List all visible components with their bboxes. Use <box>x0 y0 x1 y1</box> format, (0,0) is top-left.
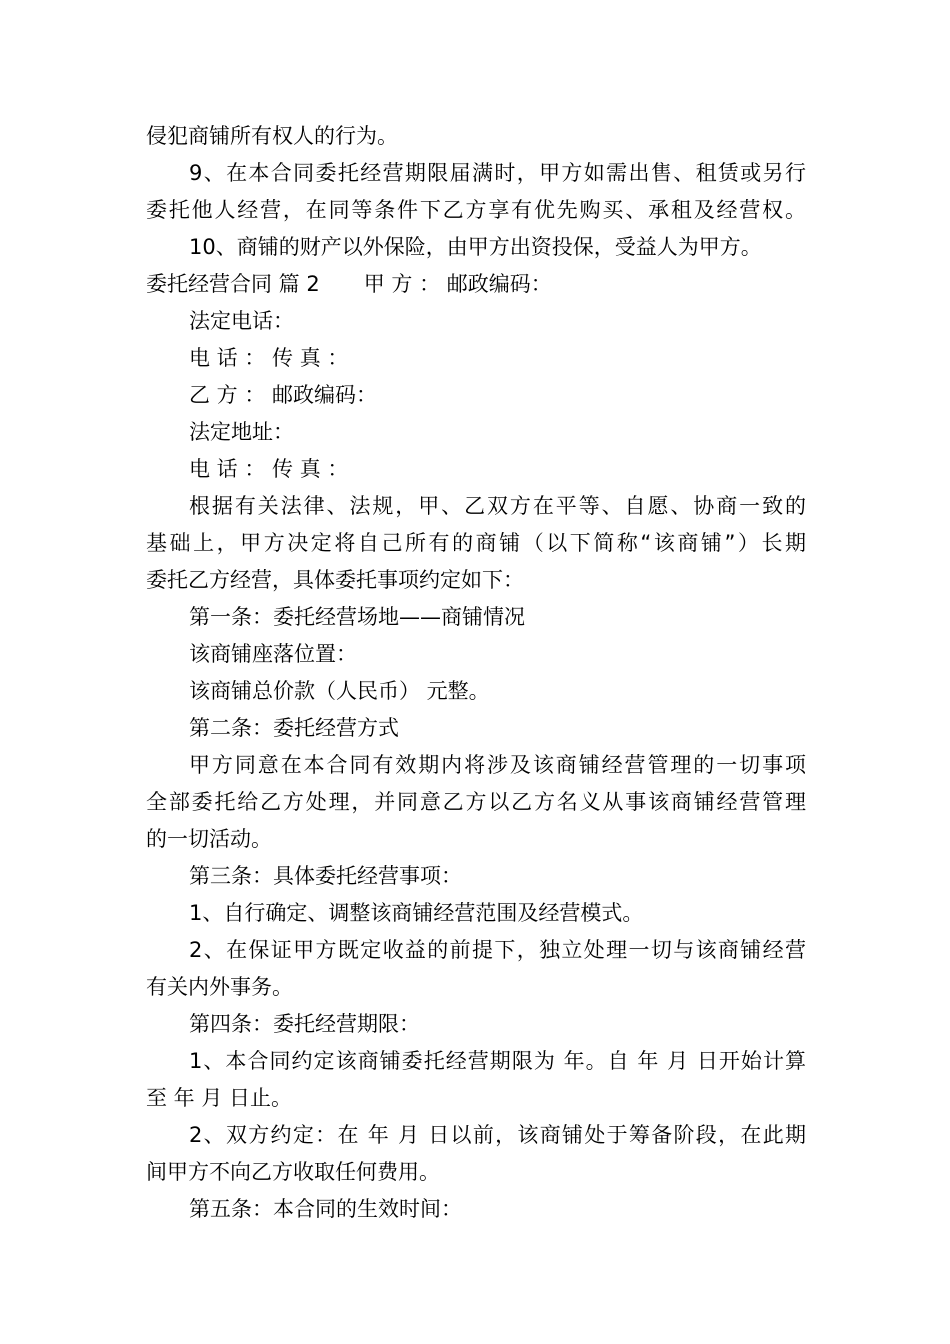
paragraph-line: 该商铺座落位置： <box>189 642 357 666</box>
paragraph-line: 9、在本合同委托经营期限届满时，甲方如需出售、租赁或另行 <box>189 161 806 185</box>
paragraph-line: 侵犯商铺所有权人的行为。 <box>146 124 398 148</box>
paragraph-line: 1、自行确定、调整该商铺经营范围及经营模式。 <box>189 901 644 925</box>
paragraph-line: 基础上，甲方决定将自己所有的商铺（以下简称“该商铺”）长期 <box>146 531 806 555</box>
article-heading: 第五条：本合同的生效时间： <box>189 1197 462 1221</box>
paragraph-line: 至 年 月 日止。 <box>146 1086 293 1110</box>
article-heading: 第三条：具体委托经营事项： <box>189 864 462 888</box>
paragraph-line: 法定电话： <box>189 309 294 333</box>
article-heading: 第二条：委托经营方式 <box>189 716 399 740</box>
section-title: 委托经营合同 篇 2 <box>146 272 320 296</box>
paragraph-line: 委托乙方经营，具体委托事项约定如下： <box>146 568 524 592</box>
paragraph-line: 委托他人经营，在同等条件下乙方享有优先购买、承租及经营权。 <box>146 198 806 222</box>
paragraph-line: 电 话 ： 传 真 ： <box>189 457 349 481</box>
paragraph-line: 间甲方不向乙方收取任何费用。 <box>146 1160 440 1184</box>
paragraph-line: 1、本合同约定该商铺委托经营期限为 年。自 年 月 日开始计算 <box>189 1049 806 1073</box>
paragraph-line: 该商铺总价款（人民币） 元整。 <box>189 679 490 703</box>
paragraph-line: 电 话 ： 传 真 ： <box>189 346 349 370</box>
paragraph-line: 全部委托给乙方处理，并同意乙方以乙方名义从事该商铺经营管理 <box>146 790 806 814</box>
paragraph-line: 10、商铺的财产以外保险，由甲方出资投保，受益人为甲方。 <box>189 235 762 259</box>
article-heading: 第一条：委托经营场地——商铺情况 <box>189 605 525 629</box>
paragraph-line: 2、双方约定：在 年 月 日以前，该商铺处于筹备阶段，在此期 <box>189 1123 806 1147</box>
paragraph-line: 2、在保证甲方既定收益的前提下，独立处理一切与该商铺经营 <box>189 938 806 962</box>
article-heading: 第四条：委托经营期限： <box>189 1012 420 1036</box>
paragraph-line: 法定地址： <box>189 420 294 444</box>
section-heading-line <box>146 266 806 303</box>
paragraph-line: 的一切活动。 <box>146 827 272 851</box>
paragraph-line: 根据有关法律、法规，甲、乙双方在平等、自愿、协商一致的 <box>189 494 806 518</box>
party-a-postcode-line: 甲 方 ： 邮政编码： <box>363 272 552 296</box>
paragraph-line: 甲方同意在本合同有效期内将涉及该商铺经营管理的一切事项 <box>189 753 806 777</box>
document-body <box>146 118 806 1228</box>
paragraph-line: 有关内外事务。 <box>146 975 293 999</box>
paragraph-line: 乙 方 ： 邮政编码： <box>189 383 378 407</box>
